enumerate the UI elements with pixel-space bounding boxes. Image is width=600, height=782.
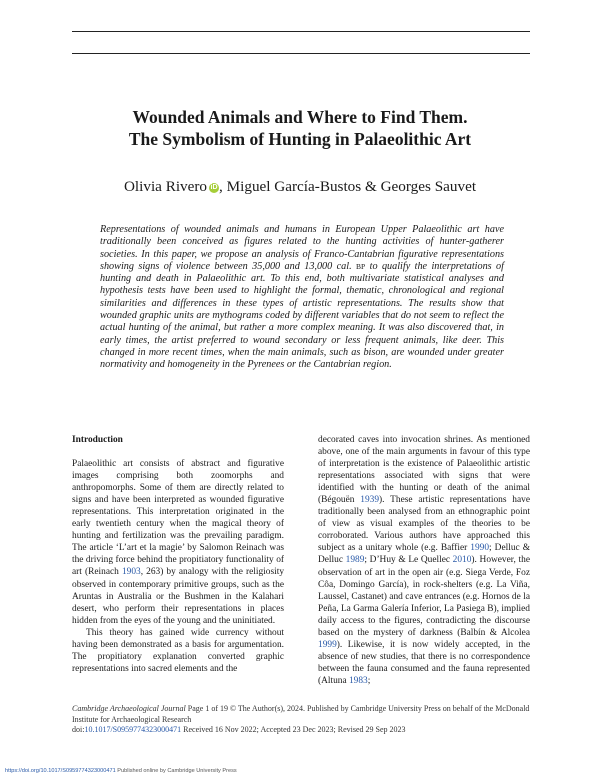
header-rule (72, 53, 530, 54)
published-online-note (5, 768, 237, 774)
authors (60, 178, 540, 196)
paragraph-2: This theory has gained wide currency without having been demonstrated as a basis for argumentation. The propitiatory explanation converted graphic representations into sacred elements and the (72, 627, 284, 674)
p3-text: ; (367, 675, 371, 686)
p3-text: ; Delluc & Delluc (318, 543, 530, 566)
paragraph-3 (318, 434, 530, 687)
journal-name: Cambridge Archaeological Journal (72, 704, 186, 713)
footer-dates: Received 16 Nov 2022; Accepted 23 Dec 2023; Revised 29 Sep 2023 (181, 725, 406, 734)
doi-link[interactable]: 10.1017/S0959774323000471 (84, 725, 182, 734)
section-heading: Introduction (72, 435, 123, 445)
ref-link[interactable]: 1983 (348, 675, 368, 686)
p3-text: decorated caves into invocation shrines. As mentioned above, one of the main arguments in favour of this type of interpretation is the existence of Palaeolithic artistic representations associated with signs that were identified with the hunting or death of the animal (Bégouën (318, 435, 530, 506)
author-first: Olivia Rivero (123, 178, 208, 195)
title-line-2: The Symbolism of Hunting in Palaeolithic Art (128, 129, 472, 149)
paragraph-1 (72, 458, 284, 627)
ref-link[interactable]: 1989 (345, 555, 365, 566)
abstract-bp: BP (356, 261, 366, 271)
left-column (72, 434, 284, 675)
orcid-icon[interactable]: iD (210, 184, 218, 191)
doi-label: doi: (72, 725, 85, 734)
right-column (318, 434, 530, 687)
ref-link[interactable]: 1903 (121, 567, 141, 578)
ref-link[interactable]: 1990 (470, 543, 490, 554)
published-doi-link[interactable]: https://doi.org/10.1017/S0959774323000471 (5, 768, 116, 774)
abstract-text-2: to qualify the interpretations of hunting and death in Palaeolithic art. To this end, both multivariate statistical analyses and hypothesis tests have been used to highlight the formal, thematic, chronological and regional similarities and differences in these types of artistic representations. The results show that wounded graphic units are mythograms coded by different variables that do not seem to reflect the actual hunting of the animal, but rather a more complex meaning. It was also discovered that, in early times, the artist preferred to wound secondary or less frequent animals, like deer. This changed in more recent times, when the main animals, such as bison, are wounded under greater normativity and homogeneity in the Pyrenees or the Cantabrian region. (100, 260, 504, 371)
published-text: Published online by Cambridge University Press (115, 768, 237, 774)
top-rule (72, 31, 530, 32)
footer-pages: Page 1 of 19 © The Author(s), 2024. Published by Cambridge University Press on behalf of the McDonald Institute for Archaeological Research (72, 704, 530, 724)
ref-link[interactable]: 2010 (452, 555, 472, 566)
title-line-1: Wounded Animals and Where to Find Them. (132, 107, 468, 127)
p3-text: ). However, the observation of art in the open air (e.g. Siega Verde, Foz Côa, Domingo García), in rock-shelters (e.g. La Viña, Laussel, Castanet) and cave entrances (e.g. Hornos de la Peña, La Garma Galería Inferior, La Pasiega B), implied daily access to the figures, contradicting the discourse based on the mystery of darkness (Balbín & Alcolea (318, 555, 530, 638)
p1-text-a: Palaeolithic art consists of abstract and figurative images comprising both zoomorphs and anthropomorphs. Some of them are directly related to signs and have been interpreted as wounded figurative representations. This interpretation originated in the early twentieth century when the magical theory of hunting and fertilization was the prevailing paradigm. The article ‘L’art et la magie’ by Salomon Reinach was the driving force behind the propitiatory functionality of art (Reinach (72, 459, 284, 578)
authors-rest: , Miguel García-Bustos & Georges Sauvet (219, 178, 477, 195)
ref-link[interactable]: 1939 (360, 495, 380, 506)
ref-link[interactable]: 1999 (318, 639, 337, 650)
abstract-text-1: Representations of wounded animals and humans in European Upper Palaeolithic art have traditionally been conceived as figures related to the hunting activities of hunter-gatherer societies. In this paper, we propose an analysis of Franco-Cantabrian figurative representations showing signs of violence between 35,000 and 13,000 cal. (100, 224, 504, 272)
footer-citation (72, 704, 542, 736)
p3-text: ; D’Huy & Le Quellec (364, 555, 453, 566)
p3-text: ). Likewise, it is now widely accepted, in the absence of new studies, that there is no correspondence between the fauna consumed and the fauna represented (Altuna (318, 639, 530, 686)
p3-text: ). These artistic representations have traditionally been analysed from an ethnographic point of view as visual examples of the theories to be corroborated. Various authors have approached this subject as a unitary whole (e.g. Baffier (318, 495, 530, 554)
p1-text-b: , 263) by analogy with the religiosity observed in contemporary primitive groups, such as the Aruntas in Australia or the Bushmen in the Kalahari desert, who perform their representations in places hidden from the eyes of the young and the uninitiated. (72, 567, 285, 626)
abstract (100, 224, 504, 372)
